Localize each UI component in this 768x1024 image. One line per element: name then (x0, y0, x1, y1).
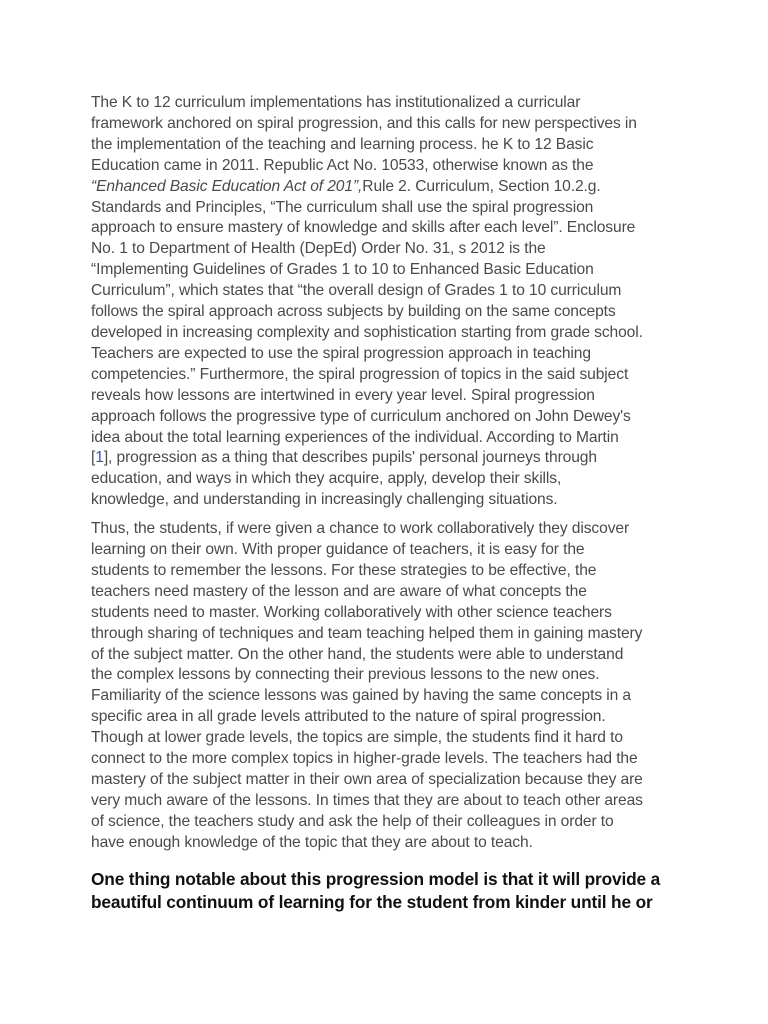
text-line: learning on their own. With proper guidance of teachers, it is easy for the (91, 541, 585, 559)
text-run: , progression as a thing that describes pupils' personal journeys through (108, 449, 597, 467)
text-line: No. 1 to Department of Health (DepEd) Order No. 31, s 2012 is the (91, 240, 546, 258)
text-line: the complex lessons by connecting their previous lessons to the new ones. (91, 666, 600, 684)
text-line: framework anchored on spiral progression, and this calls for new perspectives in (91, 114, 637, 132)
text-line: Teachers are expected to use the spiral progression approach in teaching (91, 344, 591, 362)
text-line (91, 448, 686, 469)
text-line: mastery of the subject matter in their own area of specialization because they are (91, 771, 643, 788)
text-line: beautiful continuum of learning for the student from kinder until he or (91, 891, 653, 912)
ref-bracket: ] (103, 449, 109, 467)
text-line: “Implementing Guidelines of Grades 1 to 10 to Enhanced Basic Education (91, 261, 594, 279)
text-line: students to remember the lessons. For these strategies to be effective, the (91, 561, 597, 579)
citation-link[interactable]: 1 (95, 449, 104, 467)
text-line: One thing notable about this progression model is that it will provide a (91, 868, 661, 889)
text-line: specific area in all grade levels attributed to the nature of spiral progression. (91, 708, 606, 726)
text-line: idea about the total learning experiences of the individual. According to Martin (91, 428, 619, 446)
text-line: teachers need mastery of the lesson and are aware of what concepts the (91, 582, 587, 600)
text-line: approach follows the progressive type of curriculum anchored on John Dewey's (91, 407, 631, 425)
act-title-italic: “Enhanced Basic Education Act of 201”, (91, 177, 363, 195)
document-body (91, 93, 686, 914)
text-line: through sharing of techniques and team teaching helped them in gaining mastery (91, 624, 643, 642)
text-line: of the subject matter. On the other hand, the students were able to understand (91, 645, 624, 663)
text-line: students need to master. Working collaboratively with other science teachers (91, 603, 612, 621)
text-line: follows the spiral approach across subjects by building on the same concepts (91, 303, 616, 321)
text-line: Though at lower grade levels, the topics are simple, the students find it hard to (91, 729, 623, 747)
text-line: knowledge, and understanding in increasingly challenging situations. (91, 491, 558, 509)
text-line: education, and ways in which they acquire, apply, develop their skills, (91, 470, 562, 488)
text-line: Standards and Principles, “The curriculum shall use the spiral progression (91, 198, 594, 216)
paragraph-2 (91, 519, 686, 854)
text-line: Familiarity of the science lessons was gained by having the same concepts in a (91, 687, 631, 705)
paragraph-1 (91, 93, 686, 511)
text-run: Rule 2. Curriculum, Section 10.2.g. (362, 177, 601, 195)
text-line: The K to 12 curriculum implementations has institutionalized a curricular (91, 94, 581, 111)
text-line (91, 177, 686, 198)
text-line: Thus, the students, if were given a chance to work collaboratively they discover (91, 520, 630, 538)
text-line: Education came in 2011. Republic Act No. 10533, otherwise known as the (91, 156, 594, 174)
ref-bracket: [ (91, 449, 96, 467)
text-line: connect to the more complex topics in higher-grade levels. The teachers had the (91, 750, 638, 768)
text-line: very much aware of the lessons. In times that they are about to teach other areas (91, 791, 643, 809)
text-line: of science, the teachers study and ask the help of their colleagues in order to (91, 812, 614, 830)
text-line: have enough knowledge of the topic that they are about to teach. (91, 833, 533, 851)
text-line: the implementation of the teaching and learning process. he K to 12 Basic (91, 135, 594, 153)
text-line: reveals how lessons are intertwined in every year level. Spiral progression (91, 386, 595, 404)
text-line: competencies.” Furthermore, the spiral progression of topics in the said subject (91, 365, 629, 383)
text-line: approach to ensure mastery of knowledge and skills after each level”. Enclosure (91, 219, 636, 237)
paragraph-3-bold (91, 868, 686, 914)
text-line: developed in increasing complexity and sophistication starting from grade school. (91, 323, 643, 341)
text-line: Curriculum”, which states that “the overall design of Grades 1 to 10 curriculum (91, 282, 622, 300)
